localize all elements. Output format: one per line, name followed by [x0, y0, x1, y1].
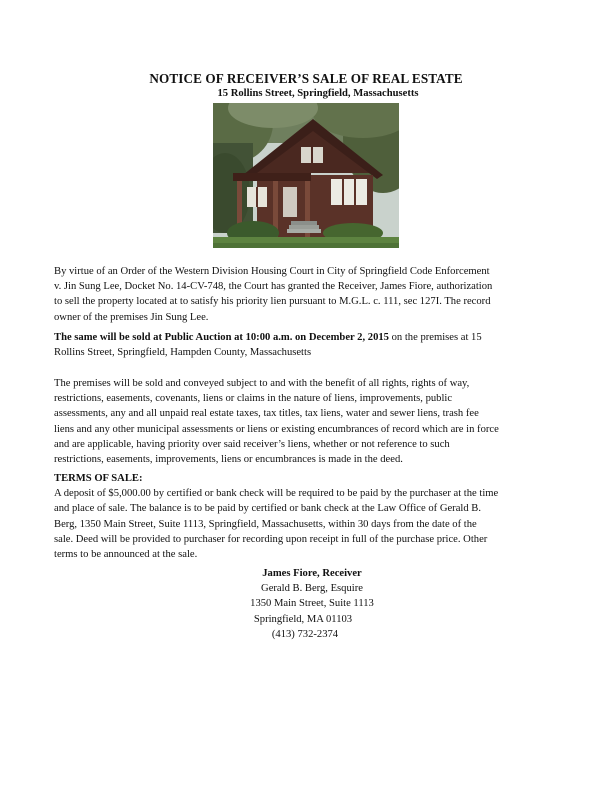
notice-title: [0, 71, 612, 87]
terms-line: A deposit of $5,000.00 by certified or bank check will be required to be paid by the purchaser at the time: [54, 488, 499, 500]
terms-line: and place of sale. The balance is to be paid by certified or bank check at the Law Office of Gerald B.: [54, 503, 482, 515]
property-address: [0, 88, 612, 99]
auction-line: Rollins Street, Springfield, Hampden County, Massachusetts: [54, 347, 312, 359]
terms-line: Berg, 1350 Main Street, Suite 1113, Springfield, Massachusetts, within 30 days from the date of the: [54, 518, 477, 530]
property-address-text: 15 Rollins Street, Springfield, Massachusetts: [217, 88, 419, 99]
order-line: By virtue of an Order of the Western Division Housing Court in City of Springfield Code Enforcement: [54, 266, 490, 277]
order-line: v. Jin Sung Lee, Docket No. 14-CV-748, the Court has granted the Receiver, James Fiore, authorization: [54, 281, 493, 293]
conditions-line: The premises will be sold and conveyed subject to and with the benefit of all rights, rights of way,: [54, 378, 470, 389]
conditions-line: restrictions, easements, improvements, liens or encumbrances is made in the deed.: [54, 454, 403, 466]
title-initial: N: [149, 71, 159, 86]
conditions-line: assessments, any and all unpaid real estate taxes, tax titles, tax liens, water and sewer liens, trash fee: [54, 408, 479, 420]
receiver-name: James Fiore, Receiver: [262, 568, 362, 579]
conditions-line: restrictions, easements, covenants, liens or claims in the nature of liens, improvements, public: [54, 393, 453, 405]
auction-line: [54, 330, 564, 345]
house-photo: [213, 103, 399, 248]
conditions-line: and are applicable, having priority over said receiver’s liens, whether or not reference to such: [54, 438, 450, 450]
order-paragraph: [54, 264, 564, 325]
attorney-name: Gerald B. Berg, Esquire: [261, 583, 363, 595]
terms-line: terms to be announced at the sale.: [54, 549, 198, 561]
auction-paragraph: [54, 330, 564, 360]
auction-date-text: The same will be sold at Public Auction at 10:00 a.m. on December 2, 2015: [54, 332, 389, 343]
conditions-paragraph: [54, 376, 564, 467]
attorney-phone: (413) 732-2374: [271, 628, 339, 640]
signature-block: [0, 566, 612, 642]
order-line: to sell the property located at to satisfy his priority lien pursuant to M.G.L. c. 111, sec 127I. The record: [54, 296, 491, 308]
conditions-line: liens and any other municipal assessments or liens or existing encumbrances of record which are in force: [54, 423, 499, 435]
auction-location-text: on the premises at 15: [388, 332, 482, 343]
order-line: owner of the premises Jin Sung Lee.: [54, 311, 209, 323]
title-rest: OTICE OF RECEIVER’S SALE OF REAL ESTATE: [159, 71, 463, 86]
terms-heading: TERMS OF SALE:: [54, 473, 143, 484]
attorney-city: Springfield, MA 01103: [253, 613, 353, 625]
terms-section: [54, 471, 564, 562]
attorney-street: 1350 Main Street, Suite 1113: [250, 598, 374, 610]
terms-line: sale. Deed will be provided to purchaser for recording upon receipt in full of the purchase price. Other: [54, 533, 488, 545]
